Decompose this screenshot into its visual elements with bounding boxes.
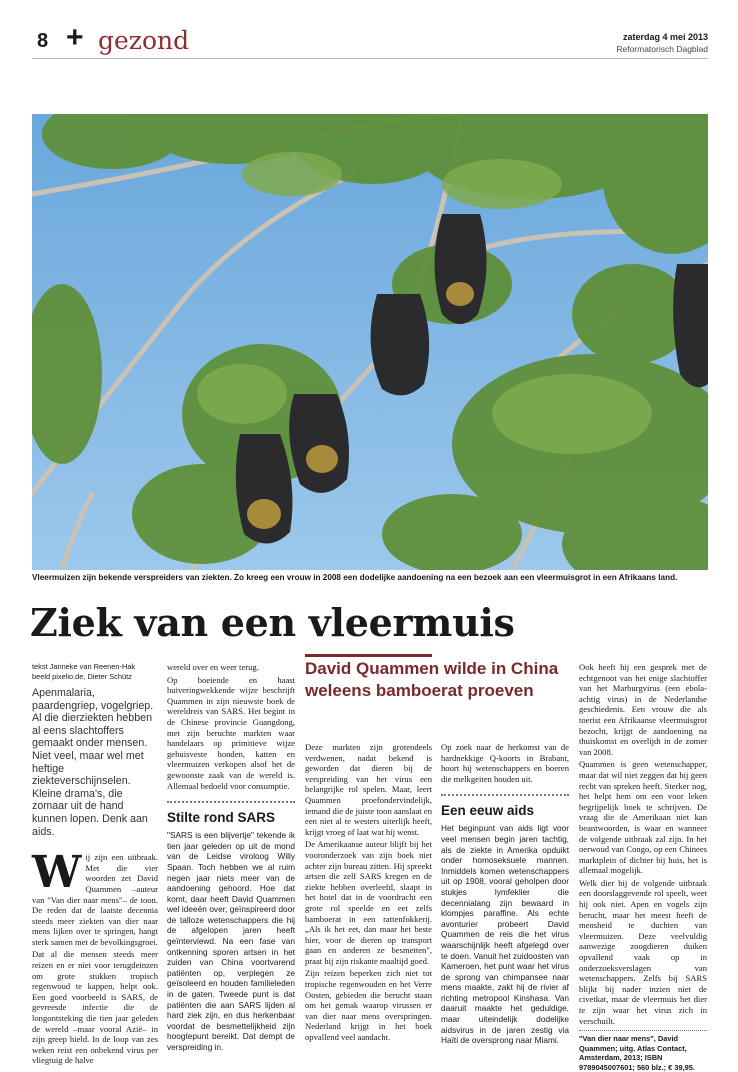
col4-paragraph-1: Op zoek naar de herkomst van de hardnekkige Q-koorts in Brabant, hoort hij wetenschappers en boeren die melkgeiten houden uit. [441, 742, 569, 784]
divider [441, 794, 569, 796]
newspaper-name: Reformatorisch Dagblad [616, 44, 708, 54]
subhead-stilte-rond-sars: Stilte rond SARS [167, 810, 276, 826]
col3-paragraph-2: De Amerikaanse auteur blijft bij het vooronderzoek van zijn boek niet achter zijn bureau zitten. Hij spreekt artsen die zelf SARS kregen en de ziekte hebben overleefd, slaapt in het hotel dat in de voordracht een grote rol speelde en eet zelfs bamboerat in een rattenfokkerij. „Als ik het eet, dan maar het beste hier, voor de dieren op transport gaan en anderen ze besmetten", praat hij zijn riskante maaltijd goed. [305, 839, 432, 966]
bats-illustration [32, 114, 708, 570]
drop-cap: W [32, 847, 82, 899]
credits-photo: beeld pixelio.de, Dieter Schütz [32, 671, 132, 681]
photo-caption: Vleermuizen zijn bekende verspreiders van ziekten. Zo kreeg een vrouw in 2008 een dodelijke aandoening na een bezoek aan een vleermuisgrot in een Afrikaans land. [32, 573, 678, 582]
article-intro: Apenmalaria, paardengriep, vogelgriep. Al die dierziekten hebben al eens slachtoffers gemaakt onder mensen. Niet veel, maar wel met heftige ziekteverschijnselen. Kleine drama's, die zomaar uit de hand kunnen lopen. Denk aan aids. [32, 687, 154, 838]
section-title: gezond [98, 26, 190, 55]
col3-paragraph-1: Deze markten zijn grotendeels verdwenen, nadat bekend is geworden dat dieren bij de verspreiding van het virus een belangrijke rol spelen. Maar, leert Quammen proefondervindelijk, iemand die de juiste toon aanslaat en een niet al te westers uiterlijk heeft, krijgt vroeg of laat wat hij wenst. [305, 742, 432, 837]
col2-paragraph-2: Op boeiende en haast huiveringwekkende wijze beschrijft Quammen in zijn nieuwste boek de wereldreis van SARS. Het begint in de Chinese provincie Guangdong, met zijn beruchte markten waar handelaars op primitieve wijze gehuisveste honden, katten en vleermuizen verkopen alsof het de gewoonste zaak van de wereld is. Allemaal bedoeld voor consumptie. [167, 674, 295, 791]
column-3 [305, 742, 432, 1045]
subhead-een-eeuw-aids: Een eeuw aids [441, 803, 535, 819]
divider [167, 801, 295, 803]
plus-icon: + [66, 21, 84, 54]
col5-paragraph-2: Quammen is geen wetenschapper, maar dat wil niet zeggen dat hij geen recht van spreken heeft. Sterker nog, het helpt hem om een voor leken begrijpelijk boek te schrijven. De vraag die de Amerikaan niet kan beantwoorden, is waar en wanneer de volgende uitbraak zal zijn. In het oerwoud van Congo, op een Chinees marktplein of dichter bij huis, het is allemaal mogelijk. [579, 759, 707, 876]
col4-paragraph-2: Het beginpunt van aids ligt voor veel mensen begin jaren tachtig, als de ziekte in Amerika opduikt onder homoseksuele mannen. Inmiddels komen wetenschappers uit op 1908, vooral geholpen door stukjes lymfeklier die decennialang zijn bewaard in klompjes paraffine. Als echte avonturier probeert David Quammen de reis die het virus waarschijnlijk heeft afgelegd over te doen. Vanuit het zuidoosten van Kameroen, het punt waar het virus de sprong van chimpansee naar mens maakte, zakt hij de rivier af richting metropool Kinshasa. Van daaruit maakte het geduldige, maar uiteindelijk dodelijke aidsvirus in de jaren zestig via Haïti de oversprong naar Miami. [441, 823, 569, 1046]
col2-paragraph-3: "SARS is een blijvertje" tekende ik tien jaar geleden op uit de mond van de Leidse viroloog Willy Spaan. Toch hebben we al ruim negen jaar niets meer van de aandoening gehoord. Hoe dat komt, daar heeft David Quammen wel ideeën over, geïnspireerd door de talloze wetenschappers die hij de afgelopen jaren heeft geïnterviewd. Na een fase van ontkenning sporen artsen in het zuiden van China voortvarend patiënten op, verplegen ze geïsoleerd en houden familieleden in de gaten. Tweede punt is dat patiënten die aan SARS lijden al hard ziek zijn, en dus herkenbaar voordat de besmettelijkheid zijn hoogtepunt bereikt. Dat dempt de verspreiding in. [167, 830, 295, 1052]
column-2 [167, 662, 295, 1055]
page-header [32, 22, 708, 59]
quote-rule [305, 654, 432, 657]
col5-paragraph-1: Ook heeft hij een gesprek met de echtgenoot van het enige slachtoffer van het Marburgvirus (een ebola-achtig virus) in de Nederlandse geschiedenis. Een vrouw die als toerist een Afrikaanse vleermuisgrot bezocht, krijgt de aandoening na thuiskomst en overlijdt in de zomer van 2008. [579, 662, 707, 757]
column-1 [32, 662, 158, 1068]
pull-quote: David Quammen wilde in China weleens bamboerat proeven [305, 659, 559, 700]
column-5 [579, 662, 707, 1072]
col3-paragraph-3: Zijn reizen beperken zich niet tot tropische regenwouden en het Verre Oosten, gebieden die berucht staan om het gemak waarop virussen er van dier naar mens overspringen. Nederland krijgt in het boek opvallend veel aandacht. [305, 968, 432, 1043]
col5-paragraph-3: Welk dier bij de volgende uitbraak een doorslaggevende rol speelt, weet hij ook niet. Apen en vogels zijn berucht, maar het meest heeft de mensheid te duchten van vleermuizen. Deze veelvuldig aanwezige zoogdieren duiken opvallend vaak op in onderzoeksverslagen van wetenschappers. Zelfs bij SARS blijkt bij nader inzien niet de civetkat, maar de vleermuis het dier te zijn waar het virus zich in verschuilt. [579, 877, 707, 1026]
col1-paragraph-1: ij zijn een uitbraak. Met die vier woorden zet David Quammen –auteur van "Van dier naar mens"– de toon. De reden dat de laatste decennia steeds meer ziekten van dier naar mens lijken over te springen, hangt sterk samen met de bevolkingsgroei. [32, 852, 158, 947]
page-number: 8 [37, 30, 49, 52]
book-info: "Van dier naar mens", David Quammen; uitg. Atlas Contact, Amsterdam, 2013; ISBN 9789045007601; 560 blz.; € 39,95. [579, 1034, 695, 1072]
column-4 [441, 742, 569, 1048]
issue-date: zaterdag 4 mei 2013 [622, 32, 708, 42]
bats-photo [32, 114, 708, 570]
col2-paragraph-1: wereld over en weer terug. [167, 662, 259, 672]
credits [32, 662, 158, 681]
article-headline: Ziek van een vleermuis [30, 600, 515, 645]
credits-text: tekst Janneke van Reenen-Hak [32, 662, 136, 671]
divider [579, 1030, 707, 1031]
col1-paragraph-2: Dat al die mensen steeds meer reizen en er niet voor terugdeinzen om grote stukken tropisch regenwoud te kappen, helpt ook. Een goed voorbeeld is SARS, de gevreesde infectie die de longontsteking die tien jaar geleden de wereld –maar vooral Azië– in zijn greep hield. In de loop van zes weken reist een onbekend virus per vliegtuig de halve [32, 949, 158, 1066]
